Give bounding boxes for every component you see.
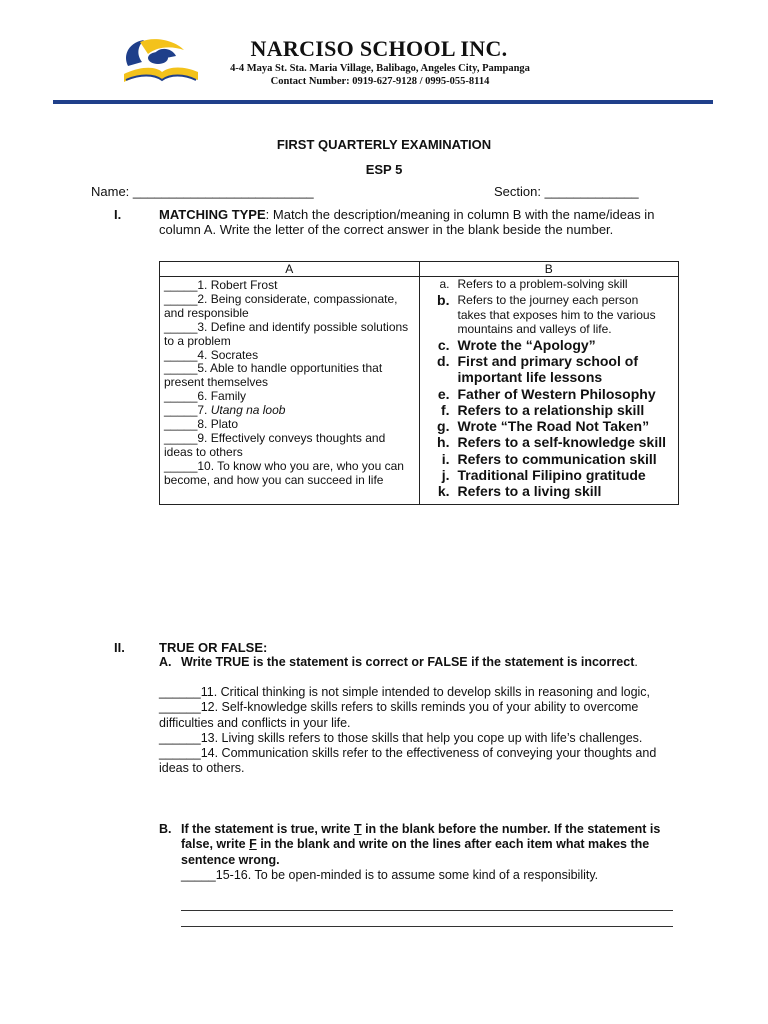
column-b-item <box>424 451 671 467</box>
true-false-item: ______11. Critical thinking is not simple intended to develop skills in reasoning and logic, <box>159 685 651 699</box>
part2-heading: TRUE OR FALSE: <box>159 640 268 655</box>
part2b-text: in the blank and write on the lines after each item what makes the sentence wrong. <box>181 837 650 867</box>
item-text: Refers to communication skill <box>457 450 657 467</box>
column-b-header: B <box>419 262 679 277</box>
item-letter: f. <box>440 401 450 418</box>
item-letter: e. <box>437 385 450 402</box>
item-letter: c. <box>437 336 450 353</box>
column-a-item: _____8. Plato <box>164 417 239 432</box>
item-text: Refers to a problem-solving skill <box>457 277 628 291</box>
part2-numeral: II. <box>114 640 125 655</box>
item-text: Refers to a self-knowledge skill <box>457 434 667 451</box>
name-field: Name: _________________________ <box>91 184 314 199</box>
part2a-period: . <box>634 655 638 669</box>
item-letter: j. <box>441 467 450 483</box>
item-letter: i. <box>441 450 450 467</box>
column-a-item: _____9. Effectively conveys thoughts and ideas to others <box>164 430 386 459</box>
header-rule <box>53 100 713 104</box>
item-letter: g. <box>437 418 450 435</box>
section-field: Section: _____________ <box>494 184 639 199</box>
column-b-item <box>424 418 671 434</box>
column-a-item: _____4. Socrates <box>164 347 259 362</box>
item-text: First and primary school of important life lessons <box>457 352 638 386</box>
column-b-item <box>424 483 671 499</box>
school-address-block <box>190 62 570 88</box>
column-a-item: _____6. Family <box>164 389 247 404</box>
true-false-item: ______13. Living skills refers to those skills that help you cope up with life’s challenges. <box>159 730 643 745</box>
item-letter: b. <box>437 292 450 309</box>
item-letter: a. <box>439 277 450 291</box>
part2b-text: If the statement is true, write <box>181 822 354 836</box>
column-b-item <box>424 353 671 386</box>
item-text: Father of Western Philosophy <box>457 385 656 402</box>
part1-instructions <box>159 207 669 237</box>
column-a-item: _____10. To know who you are, who you can become, and how you can succeed in life <box>164 458 404 487</box>
item-text: Wrote “The Road Not Taken” <box>457 418 650 435</box>
column-b-item <box>424 402 671 418</box>
part2b-instruction <box>181 822 673 868</box>
school-contact: Contact Number: 0919-627-9128 / 0995-055-8114 <box>270 76 490 87</box>
column-a-item: _____5. Able to handle opportunities that present themselves <box>164 361 383 390</box>
part2a-instruction-text: Write TRUE is the statement is correct or FALSE if the statement is incorrect <box>181 655 635 669</box>
column-b-item <box>424 277 671 291</box>
column-a-item <box>164 404 415 418</box>
part2a-instruction <box>181 655 671 670</box>
column-b-item <box>424 434 671 450</box>
column-a-item: _____2. Being considerate, compassionate, and responsible <box>164 291 398 320</box>
column-a-item: _____3. Define and identify possible solutions to a problem <box>164 319 409 348</box>
item-letter: k. <box>437 483 450 500</box>
exam-subject: ESP 5 <box>365 162 403 177</box>
school-name: NARCISO SCHOOL INC. <box>250 36 508 61</box>
column-b-item <box>424 467 671 483</box>
column-b-item <box>424 337 671 353</box>
exam-title: FIRST QUARTERLY EXAMINATION <box>276 137 492 152</box>
part2a-items <box>159 685 679 777</box>
part2a-letter: A. <box>159 655 172 669</box>
column-b-item <box>424 386 671 402</box>
item-text: Refers to the journey each person takes that exposes him to the various mountains and valleys of life. <box>457 293 656 337</box>
part1-heading: MATCHING TYPE <box>159 207 266 222</box>
column-a-item: _____1. Robert Frost <box>164 278 278 292</box>
true-false-item: ______12. Self-knowledge skills refers to skills reminds you of your ability to overcome difficulties and conflicts in your life. <box>159 700 639 730</box>
part2b-item: _____15-16. To be open-minded is to assume some kind of a responsibility. <box>181 868 599 882</box>
column-a-cell <box>160 277 420 505</box>
matching-table <box>159 261 679 505</box>
school-address: 4-4 Maya St. Sta. Maria Village, Balibago, Angeles City, Pampanga <box>230 63 530 74</box>
part2b-text: in the blank before the number. If the statement is false, write <box>181 822 661 852</box>
answer-line <box>181 896 673 911</box>
part2b-false-mark: F <box>249 837 257 852</box>
column-a-header: A <box>160 262 420 277</box>
part1-instructions-text: : Match the description/meaning in column B with the name/ideas in column A. Write the letter of the correct answer in the blank beside the number. <box>159 207 655 237</box>
part1-numeral: I. <box>114 207 122 222</box>
item-letter: h. <box>437 434 450 451</box>
item-text: Refers to a relationship skill <box>457 401 645 418</box>
item-text: Wrote the “Apology” <box>457 336 596 353</box>
column-b-cell <box>419 277 679 505</box>
item-letter: d. <box>437 352 450 369</box>
column-a-item-italic: Utang na loob <box>210 403 286 418</box>
item-text: Traditional Filipino gratitude <box>457 467 646 483</box>
true-false-item: ______14. Communication skills refer to the effectiveness of conveying your thoughts and ideas to others. <box>159 746 657 776</box>
column-a-item-blank: _____7. <box>164 403 211 418</box>
part2b-letter: B. <box>159 822 172 836</box>
column-b-item <box>424 293 671 336</box>
answer-line <box>181 912 673 927</box>
part2b-true-mark: T <box>353 822 362 836</box>
item-text: Refers to a living skill <box>457 483 602 500</box>
